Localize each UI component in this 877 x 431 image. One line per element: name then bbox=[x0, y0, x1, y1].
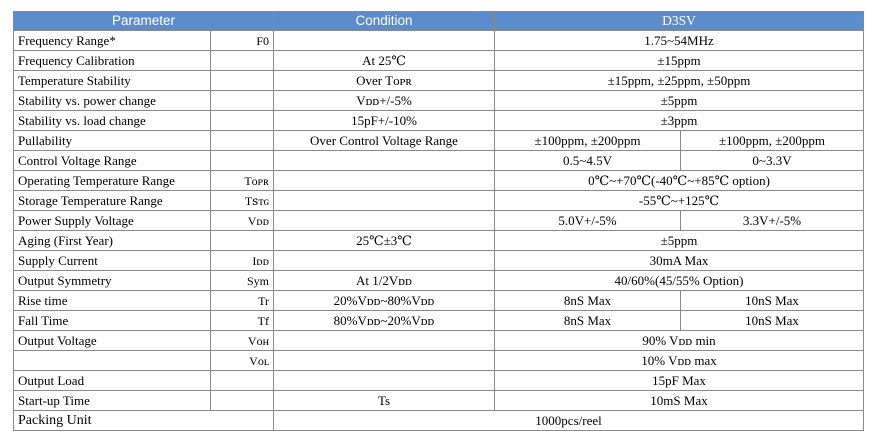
table-row bbox=[14, 151, 864, 171]
param-rise-time: Rise time bbox=[14, 291, 211, 311]
table-row bbox=[14, 291, 864, 311]
symbol-temperature-stability bbox=[211, 71, 274, 91]
symbol-rise-time: Tr bbox=[211, 291, 274, 311]
condition-output-voltage-high bbox=[274, 331, 495, 351]
param-frequency-calibration: Frequency Calibration bbox=[14, 51, 211, 71]
table-row bbox=[14, 51, 864, 71]
param-fall-time: Fall Time bbox=[14, 311, 211, 331]
value-operating-temp: 0℃~+70℃(-40℃~+85℃ option) bbox=[495, 171, 864, 191]
table-row bbox=[14, 231, 864, 251]
value-fall-time-a: 8nS Max bbox=[495, 311, 681, 331]
value-pullability-a: ±100ppm, ±200ppm bbox=[495, 131, 681, 151]
value-aging: ±5ppm bbox=[495, 231, 864, 251]
condition-control-voltage bbox=[274, 151, 495, 171]
param-frequency-range: Frequency Range* bbox=[14, 31, 211, 51]
header-parameter: Parameter bbox=[14, 12, 274, 31]
symbol-output-voltage-high: Vᴏʜ bbox=[211, 331, 274, 351]
condition-fall-time: 80%Vᴅᴅ~20%Vᴅᴅ bbox=[274, 311, 495, 331]
specification-table bbox=[13, 11, 864, 431]
value-output-load: 15pF Max bbox=[495, 371, 864, 391]
value-packing-unit: 1000pcs/reel bbox=[274, 411, 864, 431]
condition-output-load bbox=[274, 371, 495, 391]
param-supply-current: Supply Current bbox=[14, 251, 211, 271]
table-row bbox=[14, 71, 864, 91]
condition-output-voltage-low bbox=[274, 351, 495, 371]
param-stability-load: Stability vs. load change bbox=[14, 111, 211, 131]
symbol-frequency-calibration bbox=[211, 51, 274, 71]
param-output-load: Output Load bbox=[14, 371, 211, 391]
table-row bbox=[14, 351, 864, 371]
table-row bbox=[14, 191, 864, 211]
condition-stability-load: 15pF+/-10% bbox=[274, 111, 495, 131]
symbol-fall-time: Tf bbox=[211, 311, 274, 331]
value-pullability-b: ±100ppm, ±200ppm bbox=[681, 131, 864, 151]
table-row bbox=[14, 411, 864, 431]
condition-storage-temp bbox=[274, 191, 495, 211]
value-stability-load: ±3ppm bbox=[495, 111, 864, 131]
value-fall-time-b: 10nS Max bbox=[681, 311, 864, 331]
condition-output-symmetry: At 1/2Vᴅᴅ bbox=[274, 271, 495, 291]
symbol-aging bbox=[211, 231, 274, 251]
value-output-voltage-high: 90% Vᴅᴅ min bbox=[495, 331, 864, 351]
header-condition: Condition bbox=[274, 12, 495, 31]
value-control-voltage-a: 0.5~4.5V bbox=[495, 151, 681, 171]
table-row bbox=[14, 131, 864, 151]
table-row bbox=[14, 211, 864, 231]
symbol-supply-current: Iᴅᴅ bbox=[211, 251, 274, 271]
param-aging: Aging (First Year) bbox=[14, 231, 211, 251]
value-storage-temp: -55℃~+125℃ bbox=[495, 191, 864, 211]
symbol-pullability bbox=[211, 131, 274, 151]
table-row bbox=[14, 171, 864, 191]
symbol-stability-load bbox=[211, 111, 274, 131]
header-row bbox=[14, 12, 864, 31]
param-storage-temp: Storage Temperature Range bbox=[14, 191, 211, 211]
param-temperature-stability: Temperature Stability bbox=[14, 71, 211, 91]
table-row bbox=[14, 331, 864, 351]
value-output-symmetry: 40/60%(45/55% Option) bbox=[495, 271, 864, 291]
param-output-voltage-low bbox=[14, 351, 211, 371]
table-row bbox=[14, 371, 864, 391]
condition-stability-power: Vᴅᴅ+/-5% bbox=[274, 91, 495, 111]
param-power-supply: Power Supply Voltage bbox=[14, 211, 211, 231]
param-packing-unit: Packing Unit bbox=[14, 411, 274, 431]
header-model: D3SV bbox=[495, 12, 864, 31]
value-power-supply-a: 5.0V+/-5% bbox=[495, 211, 681, 231]
condition-rise-time: 20%Vᴅᴅ~80%Vᴅᴅ bbox=[274, 291, 495, 311]
table-row bbox=[14, 251, 864, 271]
value-output-voltage-low: 10% Vᴅᴅ max bbox=[495, 351, 864, 371]
value-startup-time: 10mS Max bbox=[495, 391, 864, 411]
value-rise-time-b: 10nS Max bbox=[681, 291, 864, 311]
condition-power-supply bbox=[274, 211, 495, 231]
symbol-output-symmetry: Sym bbox=[211, 271, 274, 291]
table-row bbox=[14, 91, 864, 111]
condition-startup-time: Ts bbox=[274, 391, 495, 411]
condition-aging: 25℃±3℃ bbox=[274, 231, 495, 251]
table-row bbox=[14, 311, 864, 331]
param-stability-power: Stability vs. power change bbox=[14, 91, 211, 111]
value-control-voltage-b: 0~3.3V bbox=[681, 151, 864, 171]
param-output-symmetry: Output Symmetry bbox=[14, 271, 211, 291]
param-output-voltage: Output Voltage bbox=[14, 331, 211, 351]
symbol-storage-temp: Tꜱᴛɢ bbox=[211, 191, 274, 211]
param-startup-time: Start-up Time bbox=[14, 391, 211, 411]
param-control-voltage: Control Voltage Range bbox=[14, 151, 211, 171]
condition-supply-current bbox=[274, 251, 495, 271]
value-power-supply-b: 3.3V+/-5% bbox=[681, 211, 864, 231]
table-row bbox=[14, 31, 864, 51]
symbol-output-voltage-low: Vᴏʟ bbox=[211, 351, 274, 371]
condition-temperature-stability: Over Tᴏᴘʀ bbox=[274, 71, 495, 91]
value-rise-time-a: 8nS Max bbox=[495, 291, 681, 311]
symbol-startup-time bbox=[211, 391, 274, 411]
param-operating-temp: Operating Temperature Range bbox=[14, 171, 211, 191]
symbol-operating-temp: Tᴏᴘʀ bbox=[211, 171, 274, 191]
value-frequency-range: 1.75~54MHz bbox=[495, 31, 864, 51]
condition-frequency-range bbox=[274, 31, 495, 51]
condition-operating-temp bbox=[274, 171, 495, 191]
value-stability-power: ±5ppm bbox=[495, 91, 864, 111]
value-frequency-calibration: ±15ppm bbox=[495, 51, 864, 71]
symbol-control-voltage bbox=[211, 151, 274, 171]
value-temperature-stability: ±15ppm, ±25ppm, ±50ppm bbox=[495, 71, 864, 91]
table-row bbox=[14, 271, 864, 291]
symbol-frequency-range: F0 bbox=[211, 31, 274, 51]
table-row bbox=[14, 111, 864, 131]
symbol-stability-power bbox=[211, 91, 274, 111]
symbol-output-load bbox=[211, 371, 274, 391]
condition-frequency-calibration: At 25℃ bbox=[274, 51, 495, 71]
condition-pullability: Over Control Voltage Range bbox=[274, 131, 495, 151]
table-row bbox=[14, 391, 864, 411]
value-supply-current: 30mA Max bbox=[495, 251, 864, 271]
symbol-power-supply: Vᴅᴅ bbox=[211, 211, 274, 231]
param-pullability: Pullability bbox=[14, 131, 211, 151]
